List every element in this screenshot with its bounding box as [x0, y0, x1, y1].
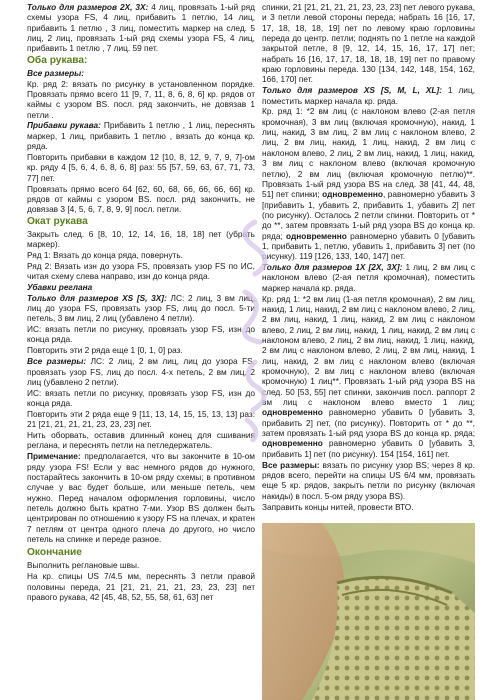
section-heading-finishing: Окончание — [27, 547, 82, 559]
paragraph: Только для размеров XS [S, M, L, XL]: 1 лиц, поместить маркер начала кр. ряда. — [262, 85, 475, 106]
paragraph: Только для размеров 2X, 3X: 4 лиц, провязать 1-ый ряд схемы узора FS, 4 лиц, прибавить 1 петлю, 14 лиц, прибавить 1 петлю , 3 лиц, поместить маркер на след. 5 лиц, 2 лиц, провязать 1-ый ряд схемы узора FS, 4 лиц, прибавить 1 петлю , 7 лиц. 59 пет. — [27, 2, 255, 54]
subheading-raglan-decreases: Убавки реглана — [27, 281, 93, 292]
paragraph: Закрыть след. 6 [8, 10, 12, 14, 16, 18, 18] пет (убрать маркер). — [27, 228, 255, 249]
paragraph: Провязать прямо всего 64 [62, 60, 68, 66, 66, 66, 66] кр. рядов от каймы с узором BS. посл. ряд закончить, не довязав 3 [4, 5, 6, 7, 8, 9, 9] посл. петли. — [27, 183, 255, 215]
paragraph: Кр. ряд 1: *2 вм лиц (с наклоном влево (2-ая петля кромочная), 3 вм лиц (включая кромочную), накид, 1 лиц, накид, 3 вм лиц, 2 вм лиц с наклоном влево, 2 лиц, 2 вм лиц, накид, 1 лиц, накид, 2 вм лиц с наклоном влево, 2 лиц, 2 вм лиц, накид, 1 лиц, накид, 3 вм лиц с наклоном влево (включая кромочную петлю), 2 вм лиц (включая кромочную петлю)**. Провязать 1-ый ряд узора BS на след. 38 [41, 44, 48, 51] пет спинки; одновременно, равномерно убавить 3 [прибавить 1, убавить 2, прибавить 1, убавить 2] пет (по рисунку). Осталось 2 петли спинки. Повторить от * до **, затем провязать 1-ый ряд узора BS до конца кр. ряда; одновременно равномерно убавить 0 [убавить 1, прибавить 1, петлю, убавить 1, прибавить 3] пет (по рисунку). 119 [126, 133, 140, 147] пет. — [262, 106, 475, 262]
paragraph: ИС: вязать петли по рисунку, провязать узор FS, изн до конца ряда. — [27, 387, 255, 409]
size-heading: Только для размеров 2X, 3X: — [27, 2, 149, 12]
note-label: Примечание: — [27, 451, 81, 462]
paragraph: Все размеры: вязать по рисунку узор BS; через 8 кр. рядов всего, перейти на спицы US 6/4 мм, провязать еще 5 кр. рядов, закрыть петли по рисунку (включая накиды) в посл. 5-ом ряду узора BS). — [262, 459, 475, 501]
paragraph: Только для размеров 1X [2X, 3X]: 1 лиц, 2 вм лиц с наклоном влево (2-ая петля кромочная), поместить маркер начала кр. ряда. — [262, 262, 475, 293]
paragraph: Ряд 1: Вязать до конца ряда, повернуть. — [27, 249, 183, 260]
size-heading: Все размеры: — [262, 459, 320, 470]
paragraph: Выполнить реглановые швы. — [27, 560, 140, 571]
paragraph: Заправить концы нитей, провести ВТО. — [262, 501, 414, 512]
paragraph: Повторить эти 2 ряда еще 1 [0, 1, 0] раз. — [27, 345, 183, 356]
paragraph: Повторить эти 2 ряда еще 9 [11, 13, 14, 15, 15, 13, 13] раз: 21 [21, 21, 21, 21, 23, 23, 23] пет. — [27, 408, 255, 430]
paragraph: Кр. ряд 2: вязать по рисунку в установленном порядке. Провязать прямо всего 11 [9, 7, 11, 8, 6, 8, 6] кр. рядов от каймы с узором BS. посл. ряд закончить, не довязав 1 петли . — [27, 78, 255, 120]
paragraph: Повторить прибавки в каждом 12 [10, 8, 12, 9, 7, 9, 7]-ом кр. ряду 4 [5, 6, 4, 6, 8, 6, 8] раз: 55 [57, 59, 63, 67, 71, 73, 77] пет. — [27, 151, 255, 183]
paragraph-note: Примечание: предполагается, что вы закончите в 10-ом ряду узора FS! Если у вас немного рядов до нужного, постарайтесь закончить в 10-ом ряду схемы; в противном случае у вас будет больше, или меньше петель, чем нужно. Перед началом оформления горловины, число петель должно быть кратно 7-ми. Узор BS должен быть центрирован по отношению к узору FS на плечах, и кратен 7 петлям от центра одного плеча до другого, но число петель на спинке и переде разное. — [27, 451, 255, 544]
section-heading-sleeves: Оба рукава: — [27, 54, 88, 66]
paragraph: На кр. спицы US 7/4.5 мм, переснять 3 петли правой половины переда, 21 [21, 21, 21, 21, 23, 23, 23] пет правого рукава, 42 [45, 48, 52, 55, 58, 61, 63] пет — [27, 571, 255, 602]
paragraph: ИС: вязать петли по рисунку, провязать узор FS, изн до конца ряда. — [27, 324, 255, 345]
right-column — [262, 2, 475, 512]
subheading-all-sizes: Все размеры: — [27, 67, 85, 78]
size-heading: Только для размеров XS [S, M, L, XL]: — [262, 85, 442, 96]
size-heading: Все размеры: — [27, 356, 87, 367]
paragraph: Кр. ряд 1: *2 вм лиц (1-ая петля кромочная), 2 вм лиц, накид, 1 лиц, накид, 2 вм лиц с наклоном влево, 2 лиц, 2 вм лиц, накид, 1 лиц, накид, 2 вм лиц с наклоном влево, 2 лиц, 2 вм лиц, накид, 1 лиц, накид, 2 вм лиц с наклоном влево, 2 лиц, 2 вм лиц, накид, 1 лиц, накид, 2 вм лиц с наклоном влево, 2 лиц, 2 вм лиц, накид, 1 лиц, накид, 2 вм лиц с наклоном влево (включая кромочную), 2 вм лиц с наклоном влево (включая кромочную) 1 лиц**. Провязать 1-ый ряд узора BS на след. 50 [53, 55] пет спинки, закончив посл. раппорт 2 вм лиц с наклоном влево вместо 1 лиц; одновременно равномерно убавить 0 [убавить 3, прибавить 2] пет, (по рисунку). Повторить от * до **, затем провязать 1-ый ряд узора BS до конца кр. ряда; одновременно равномерно убавить 0 [убавить 3, прибавить 1] пет (по рисунку). 154 [154, 161] пет. — [262, 293, 475, 459]
size-heading: Только для размеров 1X [2X, 3X]: — [262, 262, 403, 273]
paragraph: Ряд 2: Вязать изн до узора FS, провязать узор FS по ИС, читая схему слева направо, изн до конца ряда. — [27, 260, 255, 281]
paragraph: Прибавки рукава: Прибавить 1 петлю , 1 лиц, переснять маркер, 1 лиц, прибавить 1 петлю , вязать до конца кр. ряда. — [27, 120, 255, 152]
paragraph: Нить оборвать, оставив длинный конец для сшивания реглана, и переснять петли на петледержатель. — [27, 430, 255, 451]
paragraph: Только для размеров XS [S, 3X]: ЛС: 2 лиц, 3 вм лиц, лиц до узора FS, провязать узор FS, лиц до посл. 5-ти петель, 3 вм лиц, 2 лиц (убавлено 4 петли). — [27, 292, 256, 324]
size-heading: Только для размеров XS [S, 3X]: — [27, 292, 167, 303]
subheading-sleeve-increases: Прибавки рукава: — [27, 120, 101, 131]
left-column — [27, 2, 255, 603]
paragraph: спинки, 21 [21, 21, 21, 21, 23, 23, 23] пет левого рукава, и 3 петли левой стороны переда; набрать 16 [16, 17, 17, 18, 18, 18, 19] пет по левому краю горловины переда до центр. петли; поднять по 1 петле на каждой закрытой петле, 8 [9, 12, 14, 15, 16, 17, 17] пет; набрать 16 [16, 17, 17, 18, 18, 18, 19] пет по правому краю горловины переда. 130 [134, 142, 148, 154, 162, 166, 170] пет. — [262, 2, 475, 85]
garment-photo — [262, 523, 475, 700]
paragraph: Все размеры: ЛС: 2 лиц, 2 вм лиц, лиц до узора FS, провязать узор FS, лиц до посл. 4-х петель, 2 вм лиц, 2 лиц (убавлено 2 петли). — [27, 356, 255, 387]
section-heading-sleeve-cap: Окат рукава — [27, 215, 88, 227]
